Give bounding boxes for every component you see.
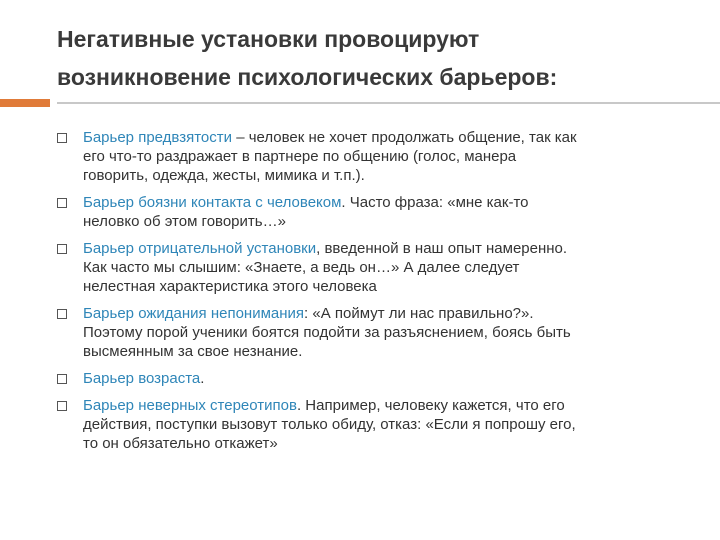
barrier-term: Барьер возраста [83,370,201,387]
list-item-first-line [83,304,712,323]
hollow-square-icon [57,133,67,143]
barrier-description: . Часто фраза: «мне как-то [341,194,529,211]
list-item [57,239,712,296]
accent-bar [0,99,50,107]
barrier-term: Барьер неверных стереотипов [83,397,297,414]
list-item-first-line [83,369,712,388]
list-item [57,369,712,388]
hollow-square-icon [57,374,67,384]
barrier-description-line: то он обязательно откажет» [83,435,278,452]
barrier-term: Барьер боязни контакта с человеком [83,194,342,211]
barrier-term: Барьер ожидания непонимания [83,305,305,322]
barrier-description: . Например, человеку кажется, что его [296,397,565,414]
slide-title-line-1: Негативные установки провоцируют [57,26,480,52]
title-divider [57,102,720,104]
list-item-first-line [83,128,712,147]
barrier-description-line: Как часто мы слышим: «Знаете, а ведь он…» А далее следует [83,259,520,276]
barrier-description-line: говорить, одежда, жесты, мимика и т.п.). [83,167,365,184]
barrier-description: . [200,370,205,387]
barrier-description-line: высмеянным за свое незнание. [83,343,303,360]
slide-title-line-2: возникновение психологических барьеров: [57,64,558,90]
barrier-description-line: его что-то раздражает в партнере по общению (голос, манера [83,148,517,165]
hollow-square-icon [57,198,67,208]
barrier-description: – человек не хочет продолжать общение, так как [232,129,577,146]
barrier-description-line: нелестная характеристика этого человека [83,278,377,295]
barrier-term: Барьер предвзятости [83,129,233,146]
list-item [57,128,712,185]
list-item [57,396,712,453]
list-item [57,304,712,361]
list-item-first-line [83,239,712,258]
hollow-square-icon [57,309,67,319]
barrier-term: Барьер отрицательной установки [83,240,317,257]
slide-title [57,20,697,96]
barrier-list [57,128,712,461]
list-item-first-line [83,396,712,415]
barrier-description-line: действия, поступки вызовут только обиду, отказ: «Если я попрошу его, [83,416,576,433]
barrier-description-line: Поэтому порой ученики боятся подойти за разъяснением, боясь быть [83,324,571,341]
barrier-description-line: неловко об этом говорить…» [83,213,286,230]
list-item [57,193,712,231]
barrier-description: : «А поймут ли нас правильно?». [304,305,534,322]
hollow-square-icon [57,244,67,254]
list-item-first-line [83,193,712,212]
hollow-square-icon [57,401,67,411]
barrier-description: , введенной в наш опыт намеренно. [316,240,568,257]
